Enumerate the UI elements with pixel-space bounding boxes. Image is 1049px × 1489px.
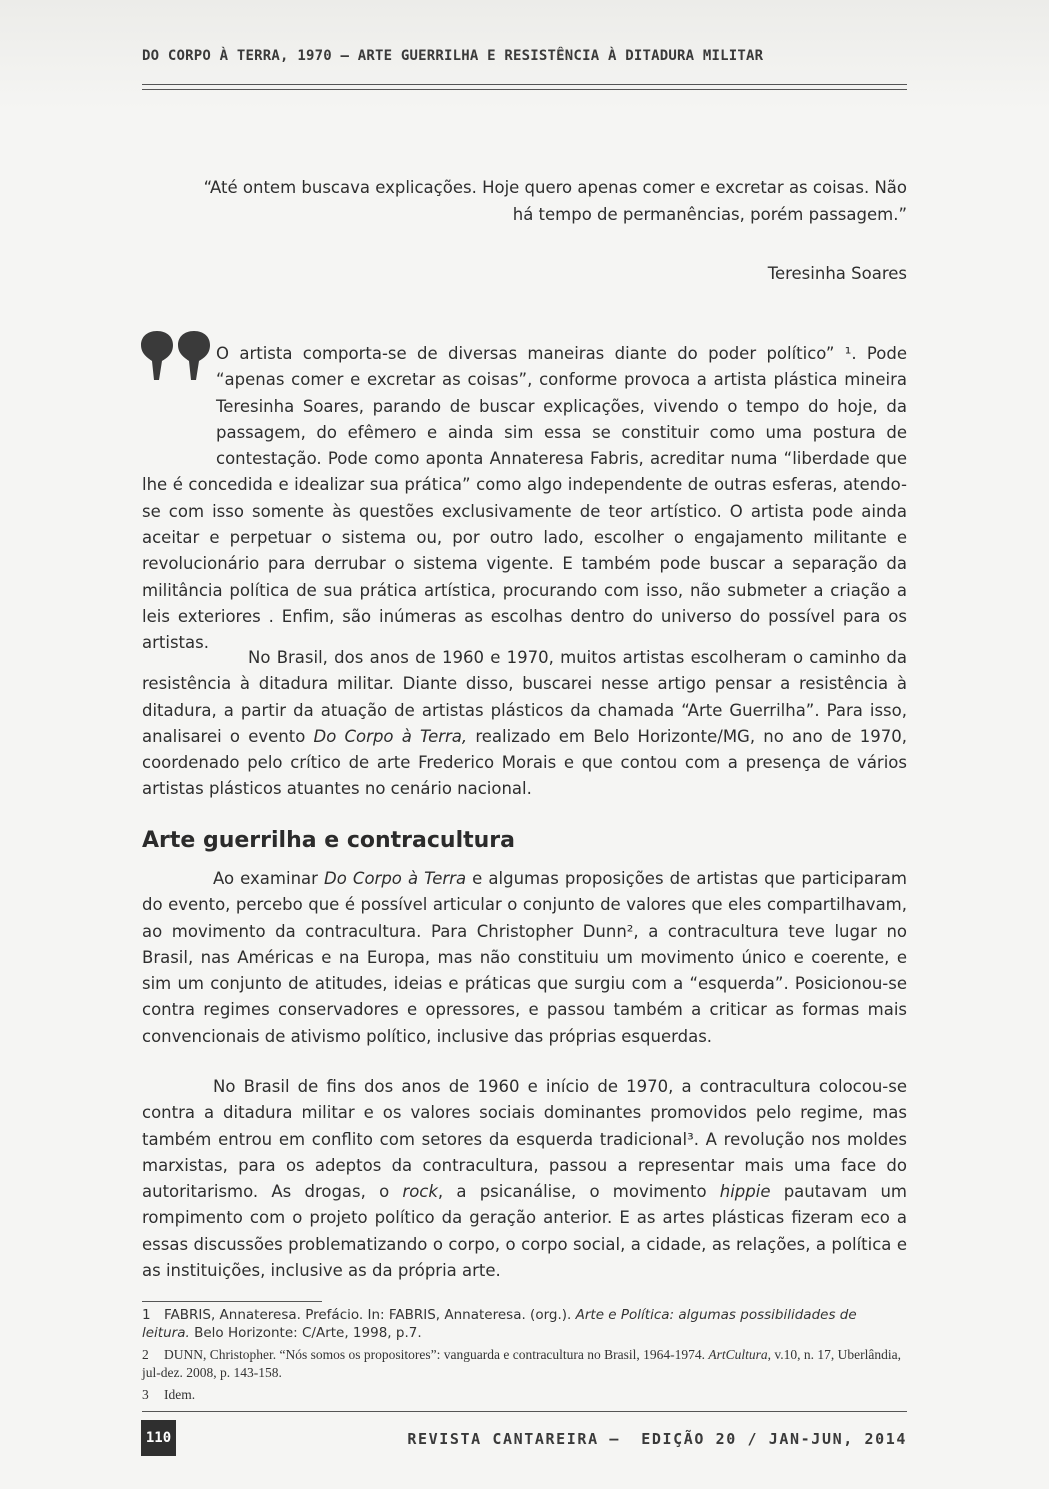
footnote-number: 2 <box>142 1347 149 1362</box>
running-title: DO CORPO À TERRA, 1970 – ARTE GUERRILHA E RESISTÊNCIA À DITADURA MILITAR <box>142 48 764 64</box>
paragraph-2 <box>142 645 907 803</box>
paragraph-1-text: O artista comporta-se de diversas maneiras diante do poder político” ¹. Pode “apenas comer e excretar as coisas”, conforme provoca a artista plástica mineira Teresinha Soares, parando de buscar explicações, vivendo o tempo do hoje, da passagem, do efêmero e ainda sim essa se constituir como uma postura de contestação. Pode como aponta Annateresa Fabris, acreditar numa “liberdade que lhe é concedida e idealizar sua prática” como algo independente de outras esferas, atendo-se com isso somente às questões exclusivamente de teor artístico. O artista pode ainda aceitar e perpetuar o sistema ou, por outro lado, escolher o engajamento militante e revolucionário para derrubar o sistema vigente. E também pode buscar a separação da militância política de sua prática artística, procurando com isso, não submeter a criação a leis exteriores . Enfim, são inúmeras as escolhas dentro do universo do possível para os artistas. <box>142 344 907 653</box>
hippie-italic: hippie <box>719 1182 771 1202</box>
drop-quote-spacer <box>142 341 216 472</box>
rock-italic: rock <box>402 1182 438 1202</box>
paragraph-2-text-a: No Brasil, dos anos de 1960 e 1970, muitos artistas escolheram o caminho da resistência à ditadura militar. Diante disso, buscarei nesse artigo pensar a resistência à ditadura, a partir da atuação de artistas plásticos da chamada “Arte Guerrilha”. Para isso, analisarei o evento <box>142 648 907 746</box>
epigraph-quote: “Até ontem buscava explicações. Hoje quero apenas comer e excretar as coisas. Não há tempo de permanências, porém passagem.” <box>203 178 907 224</box>
footnotes <box>142 1306 907 1408</box>
footnote-italic: Arte e Política: algumas possibilidades de leitura. <box>142 1307 857 1341</box>
footnote-text: Belo Horizonte: C/Arte, 1998, p.7. <box>189 1325 422 1341</box>
paragraph-4-text-c: pautavam um rompimento com o projeto político da geração anterior. E as artes plásticas fizeram eco a essas discussões problematizando o corpo, o corpo social, a cidade, as relações, a política e as instituições, inclusive as da própria arte. <box>142 1182 908 1281</box>
footnote-number: 1 <box>142 1307 151 1323</box>
footer-rule <box>142 1411 907 1412</box>
journal-footer: REVISTA CANTAREIRA – EDIÇÃO 20 / JAN-JUN, 2014 <box>407 1430 907 1448</box>
paragraph-4-text-a: No Brasil de fins dos anos de 1960 e início de 1970, a contracultura colocou-se contra a ditadura militar e os valores sociais dominantes promovidos pelo regime, mas também entrou em conflito com setores da esquerda tradicional³. A revolução nos moldes marxistas, para os adeptos da contracultura, passou a representar mais uma face do autoritarismo. As drogas, o <box>142 1077 907 1202</box>
paragraph-3-text-b: e algumas proposições de artistas que participaram do evento, percebo que é possível articular o conjunto de valores que eles compartilhavam, ao movimento da contracultura. Para Christopher Dunn², a contracultura teve lugar no Brasil, nas Américas e na Europa, mas não constituiu um movimento único e coerente, e sim um conjunto de atitudes, ideias e práticas que surgiu com a “esquerda”. Posicionou-se contra regimes conservadores e opressores, e passou também a criticar as formas mais convencionais de ativismo político, inclusive das próprias esquerdas. <box>142 869 907 1046</box>
footnote-3 <box>142 1386 907 1404</box>
paragraph-1 <box>142 341 907 657</box>
paragraph-4 <box>142 1074 907 1284</box>
footnote-text: Idem. <box>164 1387 196 1402</box>
paragraph-2-text-b: realizado em Belo Horizonte/MG, no ano de 1970, coordenado pelo crítico de arte Frederico Morais e que contou com a presença de vários artistas plásticos atuantes no cenário nacional. <box>142 726 907 799</box>
footnote-italic: ArtCultura <box>708 1347 768 1362</box>
epigraph-author: Teresinha Soares <box>767 264 907 283</box>
footnote-number: 3 <box>142 1387 149 1402</box>
event-title-italic: Do Corpo à Terra <box>324 869 467 888</box>
footnote-separator <box>142 1301 322 1302</box>
footnote-text: FABRIS, Annateresa. Prefácio. In: FABRIS, Annateresa. (org.). <box>164 1307 576 1323</box>
footnote-2 <box>142 1346 907 1382</box>
footnote-text: , v.10, n. 17, Uberlândia, jul-dez. 2008, p. 143-158. <box>142 1347 902 1380</box>
event-title-italic: Do Corpo à Terra, <box>313 726 468 746</box>
section-heading: Arte guerrilha e contracultura <box>142 828 515 853</box>
paragraph-3-text-a: Ao examinar <box>213 869 325 888</box>
header-double-rule <box>142 84 907 90</box>
paragraph-4-text-b: , a psicanálise, o movimento <box>437 1182 720 1202</box>
footnote-text: DUNN, Christopher. “Nós somos os propositores”: vanguarda e contracultura no Brasil, 1964-1974. <box>164 1347 709 1362</box>
page-number: 110 <box>141 1420 176 1456</box>
footnote-1 <box>142 1306 907 1342</box>
paragraph-3 <box>142 866 907 1050</box>
